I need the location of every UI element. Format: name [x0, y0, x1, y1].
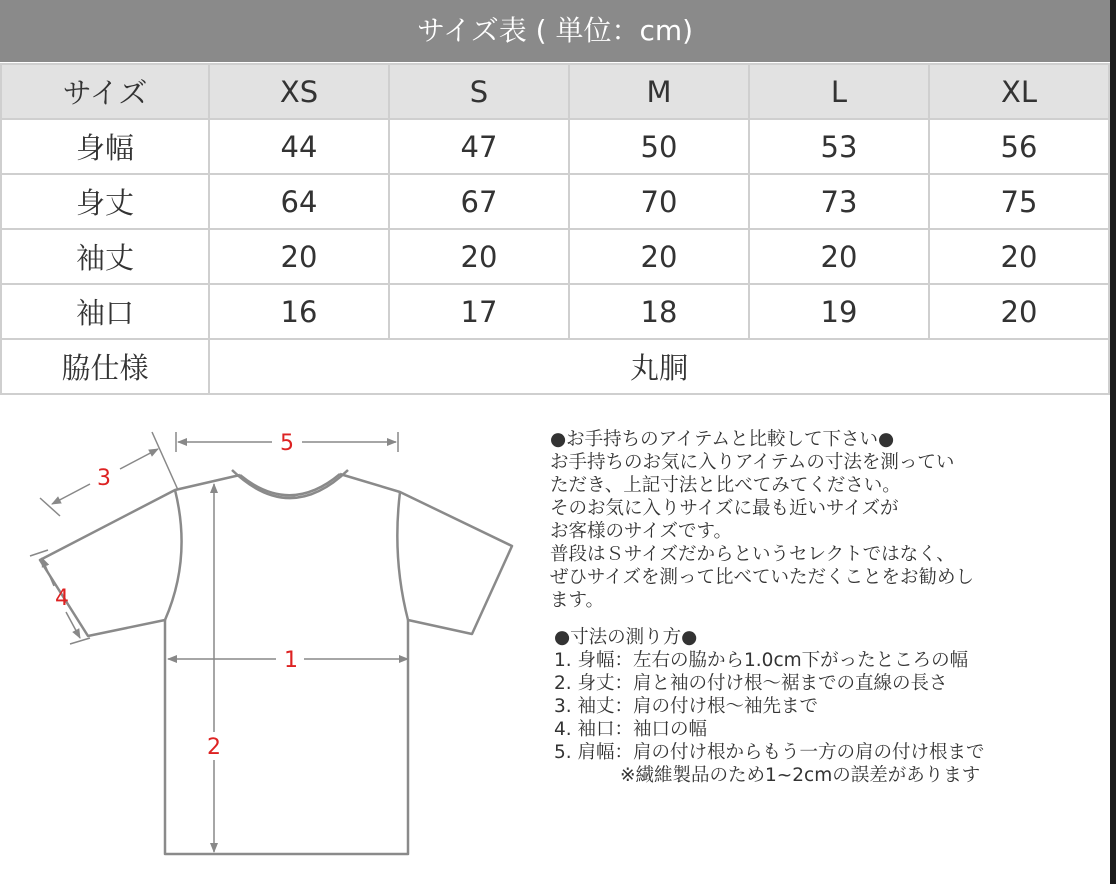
- label-3: 3: [97, 466, 111, 491]
- measure-heading: ●寸法の測り方●: [554, 627, 698, 648]
- table-cell: 50: [569, 119, 749, 174]
- label-5: 5: [280, 431, 294, 456]
- frame-edge: [1110, 0, 1116, 884]
- measure-item: 5. 肩幅：肩の付け根からもう一方の肩の付け根まで: [554, 742, 985, 763]
- table-row-side-spec: [1, 339, 1109, 394]
- header-cell-m: M: [569, 64, 749, 119]
- header-cell-size: サイズ: [1, 64, 209, 119]
- compare-line: 普段はＳサイズだからというセレクトではなく、: [550, 544, 955, 565]
- compare-line: お手持ちのお気に入りアイテムの寸法を測ってい: [550, 452, 955, 473]
- compare-heading: ●お手持ちのアイテムと比較して下さい●: [550, 429, 895, 450]
- measure-item: 4. 袖口：袖口の幅: [554, 719, 708, 740]
- table-cell: 17: [389, 284, 569, 339]
- label-1: 1: [284, 648, 298, 673]
- table-cell: 20: [209, 229, 389, 284]
- table-cell: 70: [569, 174, 749, 229]
- table-cell: 75: [929, 174, 1109, 229]
- compare-line: ぜひサイズを測って比べていただくことをお勧めし: [550, 567, 975, 588]
- measurement-guide: [0, 398, 1110, 884]
- size-notes: [550, 428, 1090, 787]
- table-row: [1, 119, 1109, 174]
- table-cell: 64: [209, 174, 389, 229]
- table-row: [1, 284, 1109, 339]
- compare-line: ただき、上記寸法と比べてみてください。: [550, 475, 901, 496]
- label-2: 2: [207, 735, 221, 760]
- row-label: 袖丈: [1, 229, 209, 284]
- table-cell: 20: [929, 229, 1109, 284]
- measure-item: 1. 身幅：左右の脇から1.0cm下がったところの幅: [554, 650, 969, 671]
- label-4: 4: [55, 586, 69, 611]
- size-table-header-row: [1, 64, 1109, 119]
- tolerance-footnote: ※繊維製品のため1~2cmの誤差があります: [620, 765, 981, 786]
- side-spec-value: 丸胴: [209, 339, 1109, 394]
- measure-item: 2. 身丈：肩と袖の付け根〜裾までの直線の長さ: [554, 673, 948, 694]
- table-cell: 44: [209, 119, 389, 174]
- header-cell-xl: XL: [929, 64, 1109, 119]
- header-cell-xs: XS: [209, 64, 389, 119]
- measure-item: 3. 袖丈：肩の付け根〜袖先まで: [554, 696, 819, 717]
- table-cell: 53: [749, 119, 929, 174]
- tshirt-measurement-diagram: [0, 398, 530, 884]
- header-cell-s: S: [389, 64, 569, 119]
- table-cell: 20: [929, 284, 1109, 339]
- compare-line: お客様のサイズです。: [550, 521, 733, 542]
- size-chart-title: サイズ表 ( 単位：cm): [0, 0, 1110, 62]
- spacer: [550, 612, 1090, 626]
- table-cell: 19: [749, 284, 929, 339]
- header-cell-l: L: [749, 64, 929, 119]
- table-cell: 20: [569, 229, 749, 284]
- table-cell: 73: [749, 174, 929, 229]
- compare-line: ます。: [550, 590, 605, 611]
- table-cell: 20: [749, 229, 929, 284]
- table-cell: 47: [389, 119, 569, 174]
- table-cell: 67: [389, 174, 569, 229]
- row-label: 脇仕様: [1, 339, 209, 394]
- table-cell: 56: [929, 119, 1109, 174]
- tshirt-outline-icon: [40, 470, 512, 854]
- table-cell: 16: [209, 284, 389, 339]
- table-row: [1, 229, 1109, 284]
- table-row: [1, 174, 1109, 229]
- row-label: 身丈: [1, 174, 209, 229]
- table-cell: 18: [569, 284, 749, 339]
- row-label: 身幅: [1, 119, 209, 174]
- table-cell: 20: [389, 229, 569, 284]
- compare-line: そのお気に入りサイズに最も近いサイズが: [550, 498, 899, 519]
- size-table: [0, 63, 1110, 395]
- row-label: 袖口: [1, 284, 209, 339]
